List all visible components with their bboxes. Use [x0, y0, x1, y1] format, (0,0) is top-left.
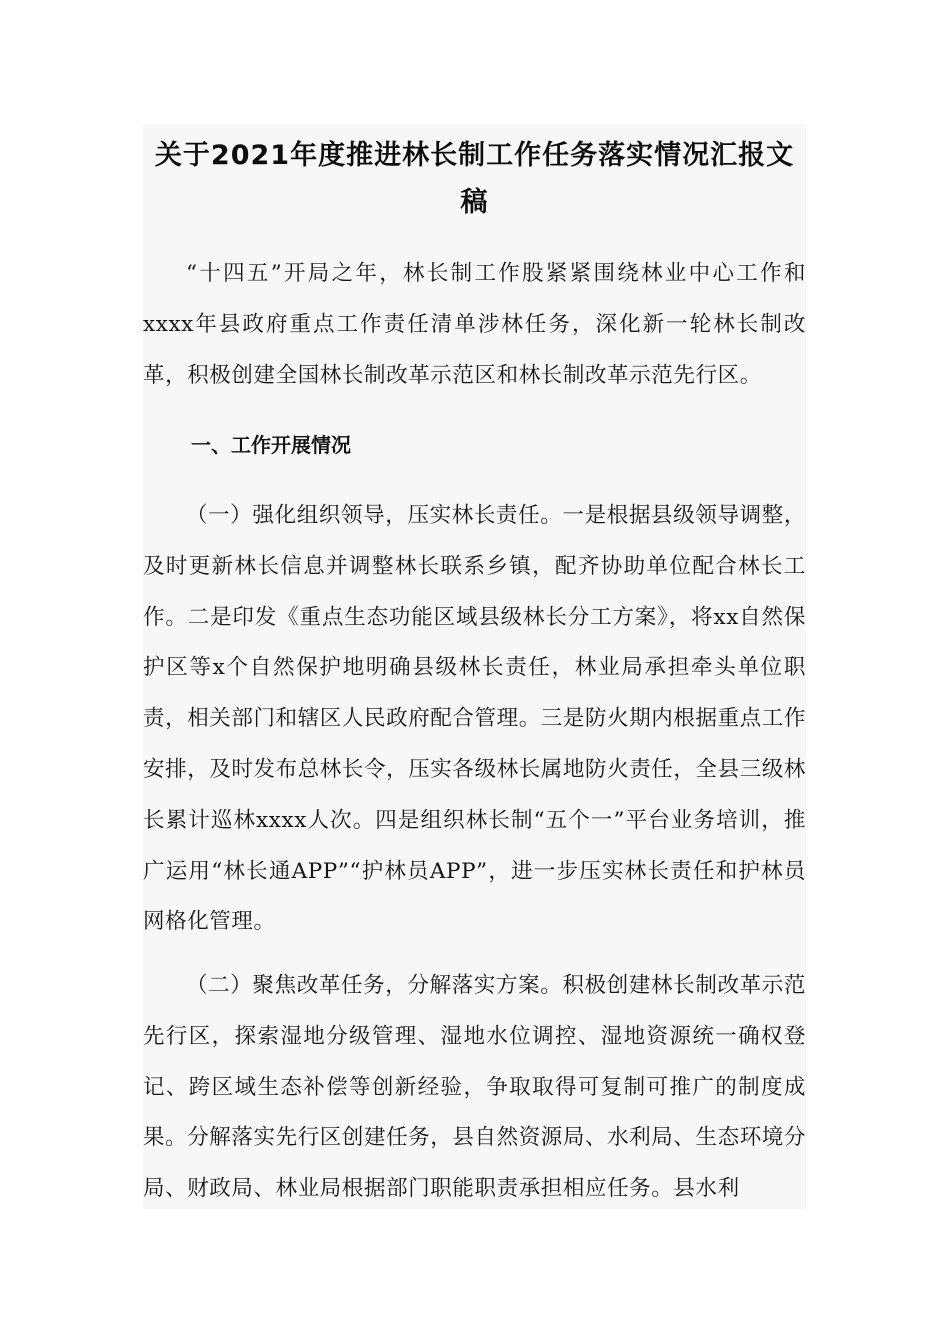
section-paragraph-1: （一）强化组织领导，压实林长责任。一是根据县级领导调整，及时更新林长信息并调整林长联系乡镇，配齐协助单位配合林长工作。二是印发《重点生态功能区域县级林长分工方案》，将xx自然保护区等x个自然保护地明确县级林长责任，林业局承担牵头单位职责，相关部门和辖区人民政府配合管理。三是防火期内根据重点工作安排，及时发布总林长令，压实各级林长属地防火责任，全县三级林长累计巡林xxxx人次。四是组织林长制“五个一”平台业务培训，推广运用“林长通APP”“护林员APP”，进一步压实林长责任和护林员网格化管理。 — [143, 503, 807, 935]
document-page — [143, 124, 806, 1209]
intro-paragraph: “十四五”开局之年，林长制工作股紧紧围绕林业中心工作和xxxx年县政府重点工作责任清单涉林任务，深化新一轮林长制改革，积极创建全国林长制改革示范区和林长制改革示范先行区。 — [143, 261, 806, 388]
section-paragraph-2: （二）聚焦改革任务，分解落实方案。积极创建林长制改革示范先行区，探索湿地分级管理、湿地水位调控、湿地资源统一确权登记、跨区域生态补偿等创新经验，争取取得可复制可推广的制度成果。分解落实先行区创建任务，县自然资源局、水利局、生态环境分局、财政局、林业局根据部门职能职责承担相应任务。县水利 — [143, 973, 807, 1202]
section-heading: 一、工作开展情况 — [191, 433, 351, 457]
document-title: 关于2021年度推进林长制工作任务落实情况汇报文稿 — [154, 140, 795, 218]
